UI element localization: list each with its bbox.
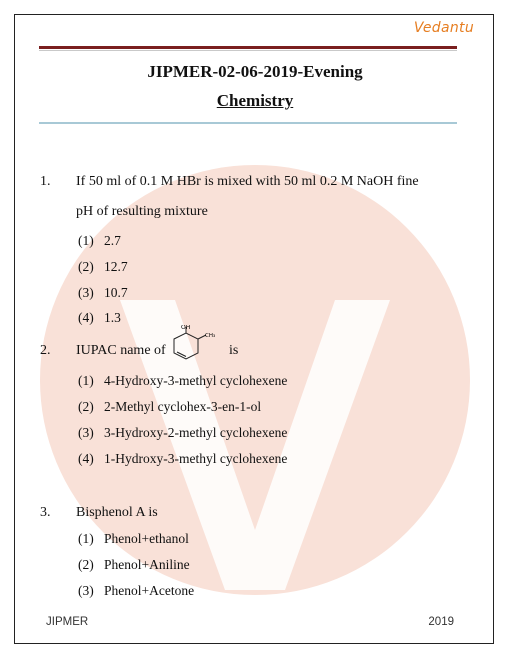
question-2-text-after: is — [229, 343, 239, 358]
header-rule-shadow — [39, 50, 457, 51]
molecule-oh-label: OH — [181, 325, 191, 331]
question-2-text-before: IUPAC name of — [76, 343, 166, 358]
question-1-text: If 50 ml of 0.1 M HBr is mixed with 50 ml 0.2 M NaOH fine — [76, 174, 419, 189]
question-2-number: 2. — [40, 343, 51, 358]
section-divider — [39, 122, 457, 124]
question-3-text: Bisphenol A is — [76, 505, 158, 520]
subject-heading: Chemistry — [216, 91, 294, 110]
page-title: JIPMER-02-06-2019-Evening — [147, 62, 363, 81]
footer-exam-name: JIPMER — [46, 616, 89, 628]
question-2-option-3: (3) 3-Hydroxy-2-methyl cyclohexene — [78, 425, 288, 440]
question-3-option-1: (1) Phenol+ethanol — [78, 531, 189, 546]
vedantu-logo: Vedantu — [413, 20, 474, 36]
molecule-ch3-label: CH₃ — [205, 333, 216, 339]
question-2-option-1: (1) 4-Hydroxy-3-methyl cyclohexene — [78, 373, 288, 388]
question-1-text-cont: pH of resulting mixture — [76, 204, 208, 219]
question-3-number: 3. — [40, 505, 51, 520]
question-3-option-3: (3) Phenol+Acetone — [78, 583, 195, 598]
question-1-option-1: (1) 2.7 — [78, 233, 121, 248]
molecule-structure-image — [162, 325, 222, 365]
header-rule — [39, 46, 457, 49]
question-1-number: 1. — [40, 174, 51, 189]
question-1-option-4: (4) 1.3 — [78, 310, 121, 325]
question-2-option-4: (4) 1-Hydroxy-3-methyl cyclohexene — [78, 451, 288, 466]
question-3-option-2: (2) Phenol+Aniline — [78, 557, 190, 572]
question-1-option-3: (3) 10.7 — [78, 285, 128, 300]
footer-year: 2019 — [428, 616, 454, 628]
question-2-option-2: (2) 2-Methyl cyclohex-3-en-1-ol — [78, 399, 262, 414]
question-1-option-2: (2) 12.7 — [78, 259, 128, 274]
